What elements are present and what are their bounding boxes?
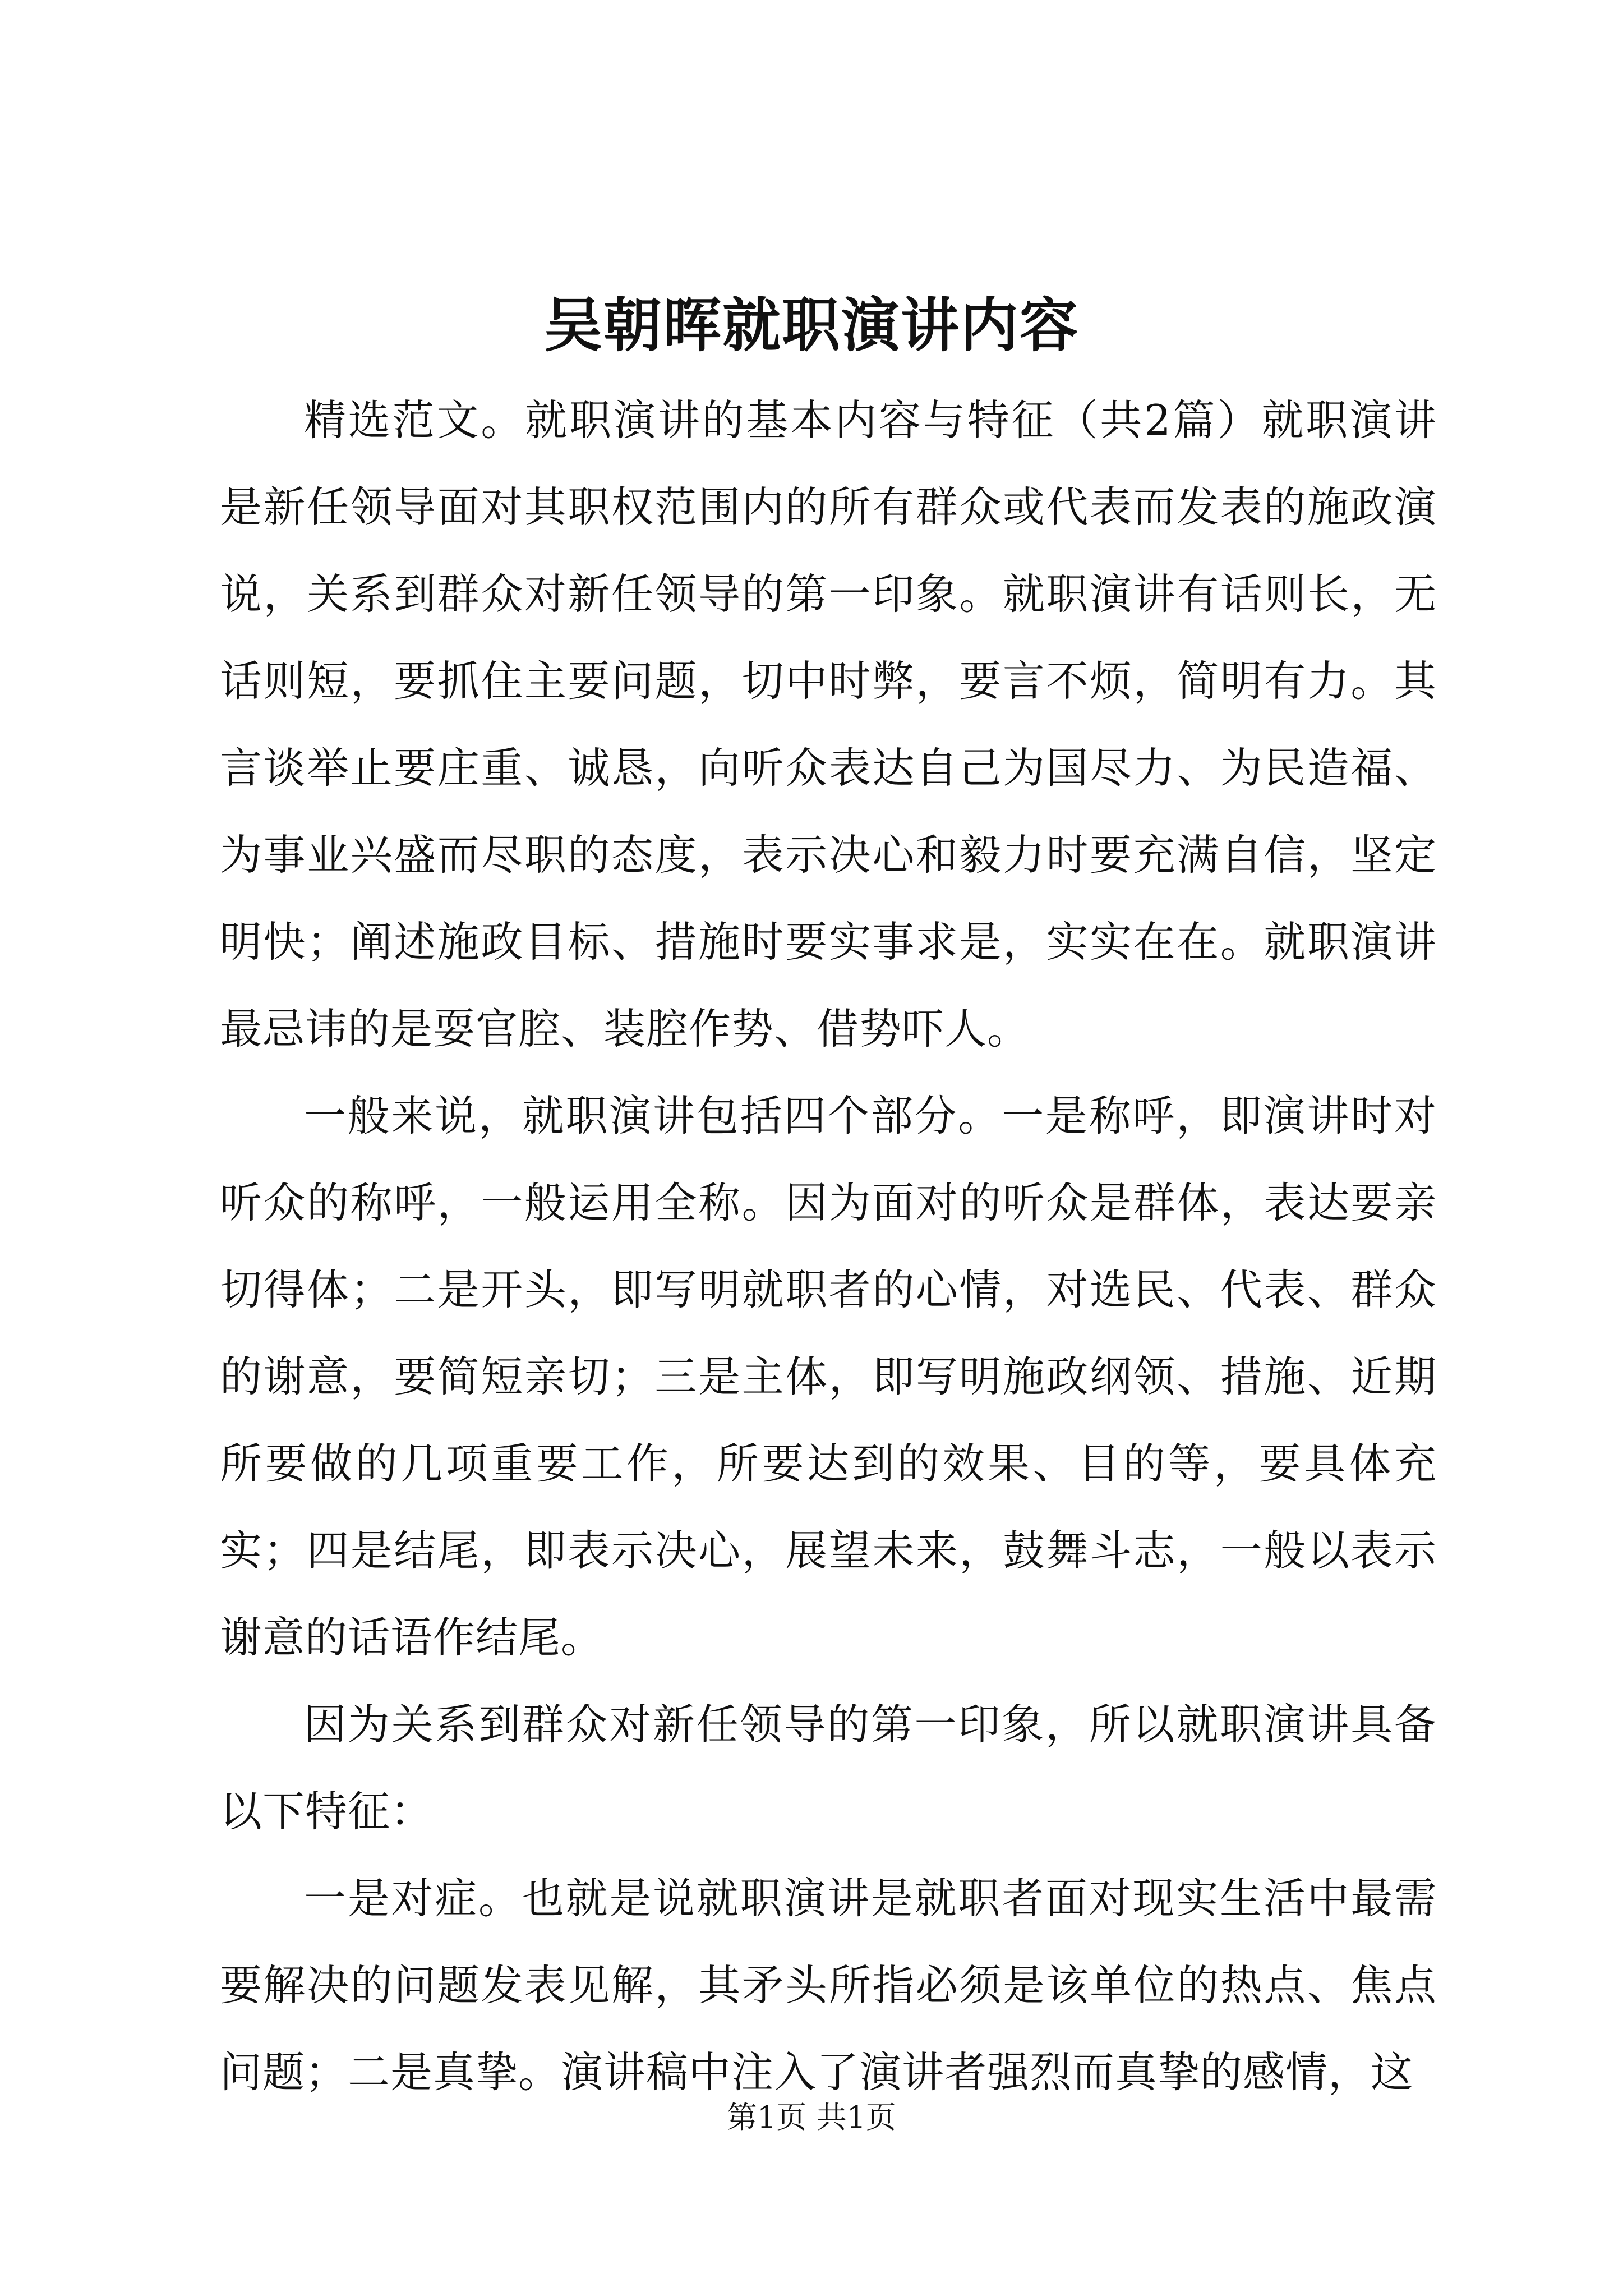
paragraph: 精选范文。就职演讲的基本内容与特征（共2篇）就职演讲是新任领导面对其职权范围内的所有群众或代表而发表的施政演说，关系到群众对新任领导的第一印象。就职演讲有话则长，无话则短，要抓住主要问题，切中时弊，要言不烦，简明有力。其言谈举止要庄重、诚恳，向听众表达自己为国尽力、为民造福、为事业兴盛而尽职的态度，表示决心和毅力时要充满自信，坚定明快；阐述施政目标、措施时要实事求是，实实在在。就职演讲最忌讳的是耍官腔、装腔作势、借势吓人。: [220, 395, 1437, 1053]
paragraph: 因为关系到群众对新任领导的第一印象，所以就职演讲具备以下特征：: [220, 1700, 1437, 1836]
document-body: [220, 377, 1437, 2116]
paragraph: 一是对症。也就是说就职演讲是就职者面对现实生活中最需要解决的问题发表见解，其矛头所指必须是该单位的热点、焦点问题；二是真挚。演讲稿中注入了演讲者强烈而真挚的感情，这: [220, 1874, 1437, 2097]
page-number-footer: 第1页 共1页: [727, 2100, 896, 2135]
document-title: 吴朝晖就职演讲内容: [543, 291, 1079, 360]
paragraph: 一般来说，就职演讲包括四个部分。一是称呼，即演讲时对听众的称呼，一般运用全称。因为面对的听众是群体，表达要亲切得体；二是开头，即写明就职者的心情，对选民、代表、群众的谢意，要简短亲切；三是主体，即写明施政纲领、措施、近期所要做的几项重要工作，所要达到的效果、目的等，要具体充实；四是结尾，即表示决心，展望未来，鼓舞斗志，一般以表示谢意的话语作结尾。: [220, 1091, 1437, 1662]
